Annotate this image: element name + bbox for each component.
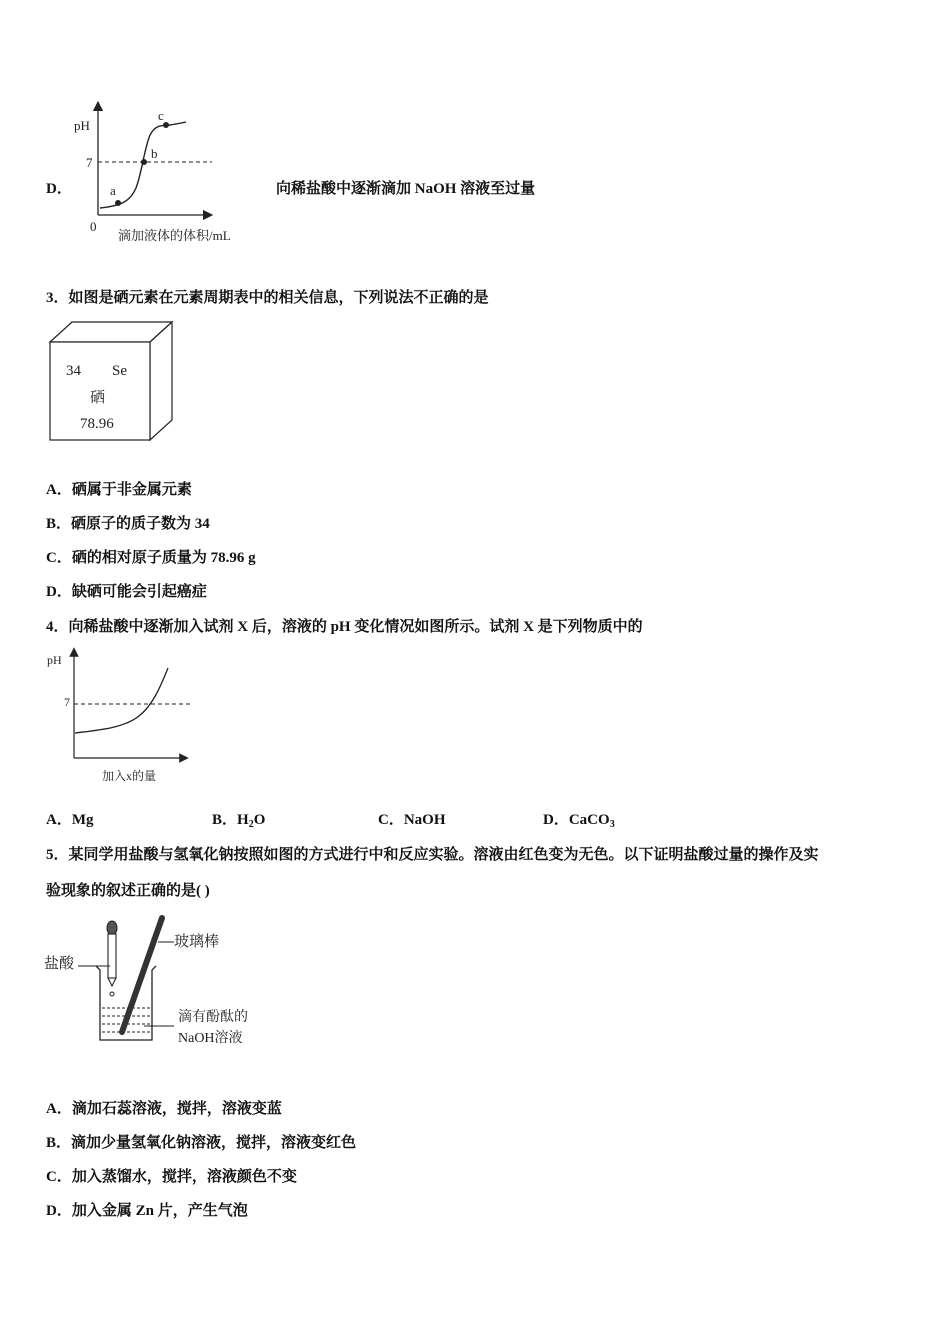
q5-option-c[interactable]: C．加入蒸馏水，搅拌，溶液颜色不变: [46, 1169, 297, 1185]
q5-stem-line1: 5．某同学用盐酸与氢氧化钠按照如图的方式进行中和反应实验。溶液由红色变为无色。以下证明盐酸过量的操作及实: [46, 847, 819, 863]
q3-option-c[interactable]: C．硒的相对原子质量为 78.96 g: [46, 550, 256, 566]
q4-option-d[interactable]: D．CaCO$_3$: [543, 812, 615, 830]
glass-rod: [122, 918, 162, 1032]
point-b: [141, 159, 147, 165]
x-axis-label: 加入x的量: [102, 769, 157, 783]
q4-option-c[interactable]: C．NaOH: [378, 812, 446, 828]
dropper-bulb: [107, 921, 117, 935]
q3-element-card: [46, 320, 176, 444]
point-a-label: a: [110, 183, 116, 198]
atomic-number: 34: [66, 363, 81, 379]
element-name: 硒: [90, 390, 106, 406]
q5-option-b[interactable]: B．滴加少量氢氧化钠溶液，搅拌，溶液变红色: [46, 1135, 357, 1151]
q2-option-d-label: D．: [46, 181, 72, 197]
q4-stem: 4．向稀盐酸中逐渐加入试剂 X 后，溶液的 pH 变化情况如图所示。试剂 X 是下列物质中的: [46, 619, 643, 635]
ph7-tick-label: 7: [86, 155, 93, 170]
droplet: [110, 992, 114, 996]
y-axis-label: pH: [74, 118, 90, 133]
q2-option-d-text: 向稀盐酸中逐渐滴加 NaOH 溶液至过量: [276, 181, 536, 197]
q5-experiment-figure: [44, 914, 284, 1054]
solution-label-line2: NaOH溶液: [178, 1031, 243, 1046]
origin-label: 0: [90, 219, 97, 234]
q3-option-b[interactable]: B．硒原子的质子数为 34: [46, 516, 210, 532]
q4-option-b[interactable]: B．$H_2O$: [212, 812, 266, 830]
solution-label-line1: 滴有酚酞的: [178, 1010, 248, 1025]
q3-option-a[interactable]: A．硒属于非金属元素: [46, 482, 192, 498]
rod-label: 玻璃棒: [174, 934, 220, 950]
acid-label: 盐酸: [44, 956, 75, 972]
q3-option-d[interactable]: D．缺硒可能会引起癌症: [46, 584, 207, 600]
q5-stem-line2: 验现象的叙述正确的是( ): [46, 883, 210, 899]
ph7-tick-label: 7: [64, 695, 70, 709]
q5-option-a[interactable]: A．滴加石蕊溶液，搅拌，溶液变蓝: [46, 1101, 282, 1117]
q5-option-d[interactable]: D．加入金属 Zn 片，产生气泡: [46, 1203, 248, 1219]
x-axis-label: 滴加液体的体积/mL: [118, 228, 231, 243]
point-c-label: c: [158, 108, 164, 123]
ph-curve: [75, 668, 168, 733]
y-axis-label: pH: [47, 653, 62, 667]
q4-ph-chart: [44, 646, 204, 786]
dropper-tube: [108, 934, 116, 978]
point-b-label: b: [151, 146, 158, 161]
point-a: [115, 200, 121, 206]
atomic-mass: 78.96: [80, 416, 114, 432]
q4-option-a[interactable]: A．Mg: [46, 812, 94, 828]
q2-ph-curve-chart: [70, 100, 270, 250]
element-symbol: Se: [112, 363, 127, 379]
point-c: [163, 122, 169, 128]
q3-stem: 3．如图是硒元素在元素周期表中的相关信息，下列说法不正确的是: [46, 290, 489, 306]
